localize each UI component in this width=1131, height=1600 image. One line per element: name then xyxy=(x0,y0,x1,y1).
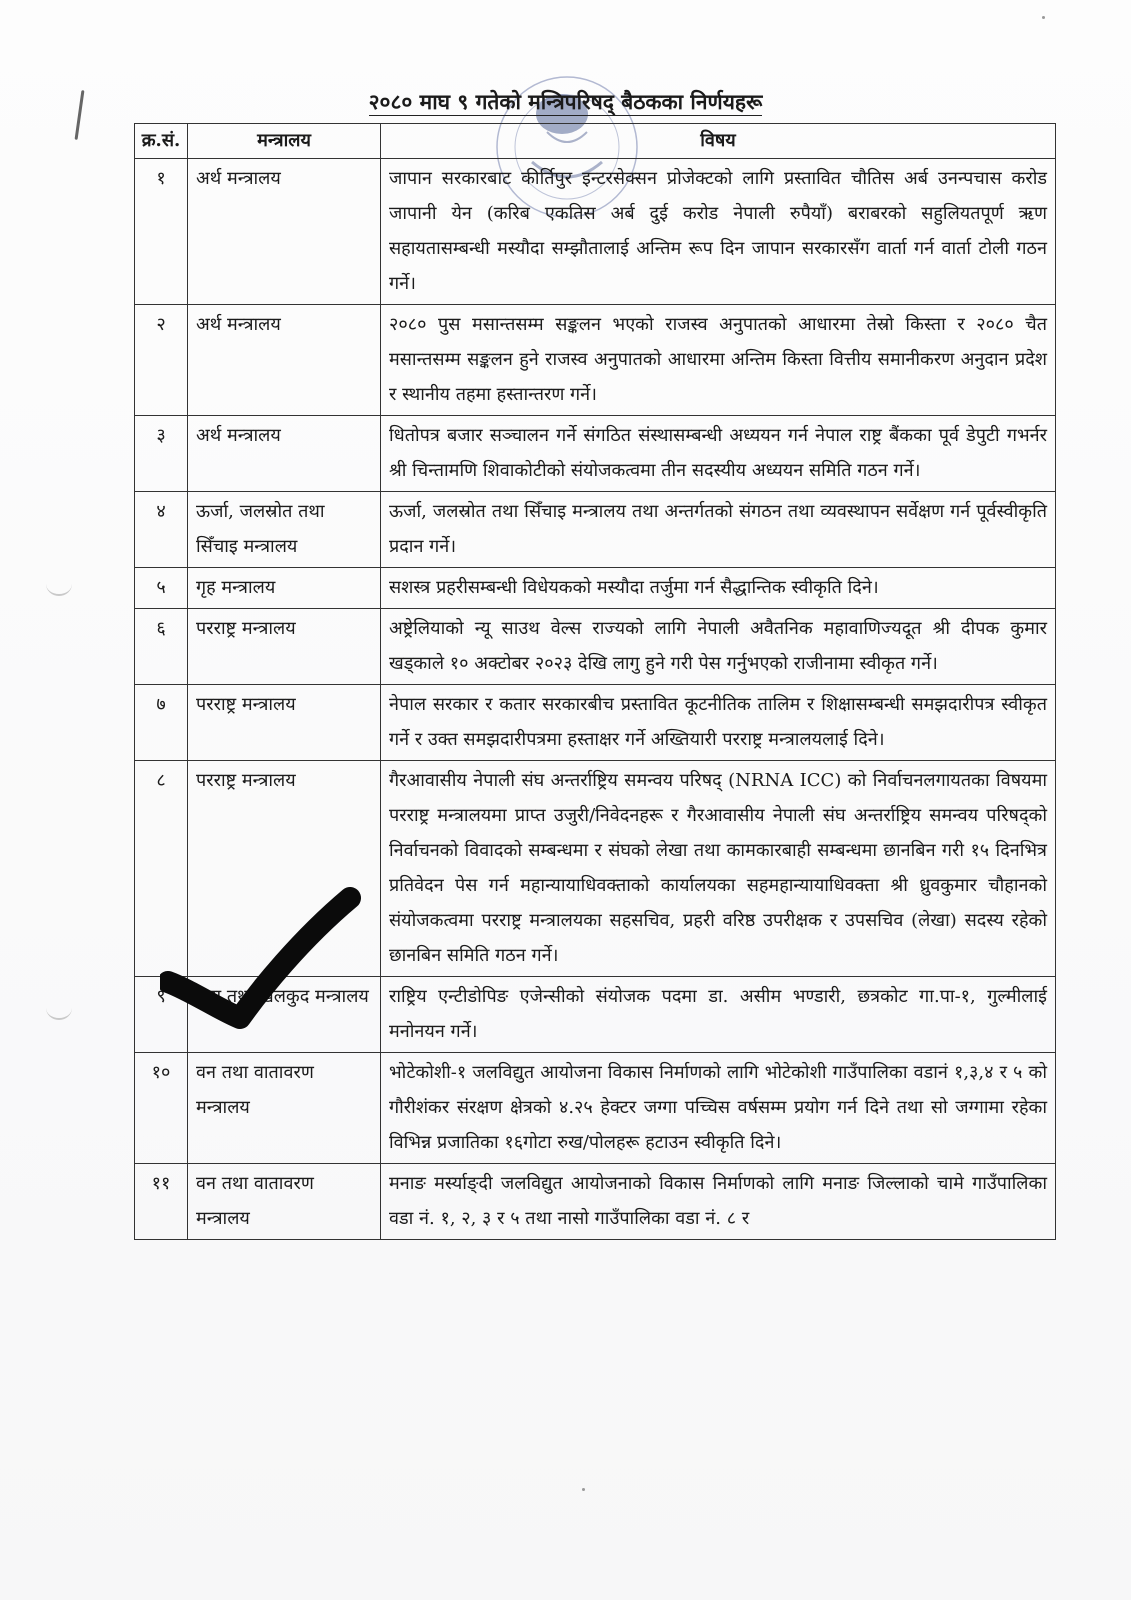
table-row xyxy=(135,977,1056,1053)
table-header-row xyxy=(135,124,1056,159)
row-serial: ७ xyxy=(135,685,188,761)
row-subject: धितोपत्र बजार सञ्चालन गर्ने संगठित संस्थासम्बन्धी अध्ययन गर्न नेपाल राष्ट्र बैंकका पूर्व डेपुटी गभर्नर श्री चिन्तामणि शिवाकोटीको संयोजकत्वमा तीन सदस्यीय अध्ययन समिति गठन गर्ने। xyxy=(381,416,1056,492)
row-serial: ४ xyxy=(135,492,188,568)
row-serial: ८ xyxy=(135,761,188,977)
row-ministry: अर्थ मन्त्रालय xyxy=(188,416,381,492)
row-ministry: गृह मन्त्रालय xyxy=(188,568,381,609)
title-text: २०८० माघ ९ गतेको मन्त्रिपरिषद् बैठकका निर्णयहरू xyxy=(368,89,763,114)
row-subject: भोटेकोशी-१ जलविद्युत आयोजना विकास निर्माणको लागि भोटेकोशी गाउँपालिका वडानं १,३,४ र ५ को गौरीशंकर संरक्षण क्षेत्रको ४.२५ हेक्टर जग्गा पच्चिस वर्षसम्म प्रयोग गर्न दिने तथा सो जग्गामा रहेका विभिन्न प्रजातिका १६गोटा रुख/पोलहरू हटाउन स्वीकृति दिने। xyxy=(381,1053,1056,1164)
header-subject: विषय xyxy=(381,124,1056,159)
header-ministry: मन्त्रालय xyxy=(188,124,381,159)
row-subject: अष्ट्रेलियाको न्यू साउथ वेल्स राज्यको लागि नेपाली अवैतनिक महावाणिज्यदूत श्री दीपक कुमार खड्काले १० अक्टोबर २०२३ देखि लागु हुने गरी पेस गर्नुभएको राजीनामा स्वीकृत गर्ने। xyxy=(381,609,1056,685)
row-serial: ५ xyxy=(135,568,188,609)
paper-speck xyxy=(1042,16,1045,19)
table-row xyxy=(135,685,1056,761)
table-row xyxy=(135,492,1056,568)
row-subject: गैरआवासीय नेपाली संघ अन्तर्राष्ट्रिय समन्वय परिषद् (NRNA ICC) को निर्वाचनलगायतका विषयमा परराष्ट्र मन्त्रालयमा प्राप्त उजुरी/निवेदनहरू र गैरआवासीय नेपाली संघ अन्तर्राष्ट्रिय समन्वय परिषद्को निर्वाचनको विवादको सम्बन्धमा र संघको लेखा तथा कामकारबाही सम्बन्धमा छानबिन गरी १५ दिनभित्र प्रतिवेदन पेस गर्न महान्यायाधिवक्ताको कार्यालयका सहमहान्यायाधिवक्ता श्री ध्रुवकुमार चौहानको संयोजकत्वमा परराष्ट्र मन्त्रालयका सहसचिव, प्रहरी वरिष्ठ उपरीक्षक र उपसचिव (लेखा) सदस्य रहेको छानबिन समिति गठन गर्ने। xyxy=(381,761,1056,977)
row-serial: १ xyxy=(135,159,188,305)
row-ministry: ऊर्जा, जलस्रोत तथा सिँचाइ मन्त्रालय xyxy=(188,492,381,568)
row-ministry: वन तथा वातावरण मन्त्रालय xyxy=(188,1053,381,1164)
document-title xyxy=(0,88,1131,116)
table-row xyxy=(135,609,1056,685)
row-ministry: अर्थ मन्त्रालय xyxy=(188,305,381,416)
row-ministry: परराष्ट्र मन्त्रालय xyxy=(188,609,381,685)
row-ministry: परराष्ट्र मन्त्रालय xyxy=(188,685,381,761)
row-serial: २ xyxy=(135,305,188,416)
row-subject: मनाङ मर्स्याङ्दी जलविद्युत आयोजनाको विकास निर्माणको लागि मनाङ जिल्लाको चामे गाउँपालिका वडा नं. १, २, ३ र ५ तथा नासो गाउँपालिका वडा नं. ८ र xyxy=(381,1164,1056,1240)
table-row xyxy=(135,761,1056,977)
decisions-table xyxy=(134,123,1056,1240)
row-subject: ऊर्जा, जलस्रोत तथा सिँचाइ मन्त्रालय तथा अन्तर्गतको संगठन तथा व्यवस्थापन सर्वेक्षण गर्न पूर्वस्वीकृति प्रदान गर्ने। xyxy=(381,492,1056,568)
table-row xyxy=(135,159,1056,305)
table-row xyxy=(135,416,1056,492)
table-row xyxy=(135,1164,1056,1240)
row-ministry: परराष्ट्र मन्त्रालय xyxy=(188,761,381,977)
punch-hole xyxy=(46,996,72,1020)
table-row xyxy=(135,1053,1056,1164)
paper-speck xyxy=(582,1488,585,1491)
punch-hole xyxy=(46,572,72,596)
header-serial: क्र.सं. xyxy=(135,124,188,159)
row-ministry: वन तथा वातावरण मन्त्रालय xyxy=(188,1164,381,1240)
table-row xyxy=(135,568,1056,609)
row-serial: ३ xyxy=(135,416,188,492)
row-serial: ६ xyxy=(135,609,188,685)
row-serial: ९ xyxy=(135,977,188,1053)
row-subject: सशस्त्र प्रहरीसम्बन्धी विधेयकको मस्यौदा तर्जुमा गर्न सैद्धान्तिक स्वीकृति दिने। xyxy=(381,568,1056,609)
row-subject: नेपाल सरकार र कतार सरकारबीच प्रस्तावित कूटनीतिक तालिम र शिक्षासम्बन्धी समझदारीपत्र स्वीकृत गर्ने र उक्त समझदारीपत्रमा हस्ताक्षर गर्ने अख्तियारी परराष्ट्र मन्त्रालयलाई दिने। xyxy=(381,685,1056,761)
row-ministry: युवा तथा खेलकुद मन्त्रालय xyxy=(188,977,381,1053)
row-ministry: अर्थ मन्त्रालय xyxy=(188,159,381,305)
row-subject: २०८० पुस मसान्तसम्म सङ्कलन भएको राजस्व अनुपातको आधारमा तेस्रो किस्ता र २०८० चैत मसान्तसम्म सङ्कलन हुने राजस्व अनुपातको आधारमा अन्तिम किस्ता वित्तीय समानीकरण अनुदान प्रदेश र स्थानीय तहमा हस्तान्तरण गर्ने। xyxy=(381,305,1056,416)
row-subject: जापान सरकारबाट कीर्तिपुर इन्टरसेक्सन प्रोजेक्टको लागि प्रस्तावित चौतिस अर्ब उनन्पचास करोड जापानी येन (करिब एकतिस अर्ब दुई करोड नेपाली रुपैयाँ) बराबरको सहुलियतपूर्ण ऋण सहायतासम्बन्धी मस्यौदा सम्झौतालाई अन्तिम रूप दिन जापान सरकारसँग वार्ता गर्न वार्ता टोली गठन गर्ने। xyxy=(381,159,1056,305)
row-subject: राष्ट्रिय एन्टीडोपिङ एजेन्सीको संयोजक पदमा डा. असीम भण्डारी, छत्रकोट गा.पा-१, गुल्मीलाई मनोनयन गर्ने। xyxy=(381,977,1056,1053)
table-row xyxy=(135,305,1056,416)
row-serial: १० xyxy=(135,1053,188,1164)
row-serial: ११ xyxy=(135,1164,188,1240)
